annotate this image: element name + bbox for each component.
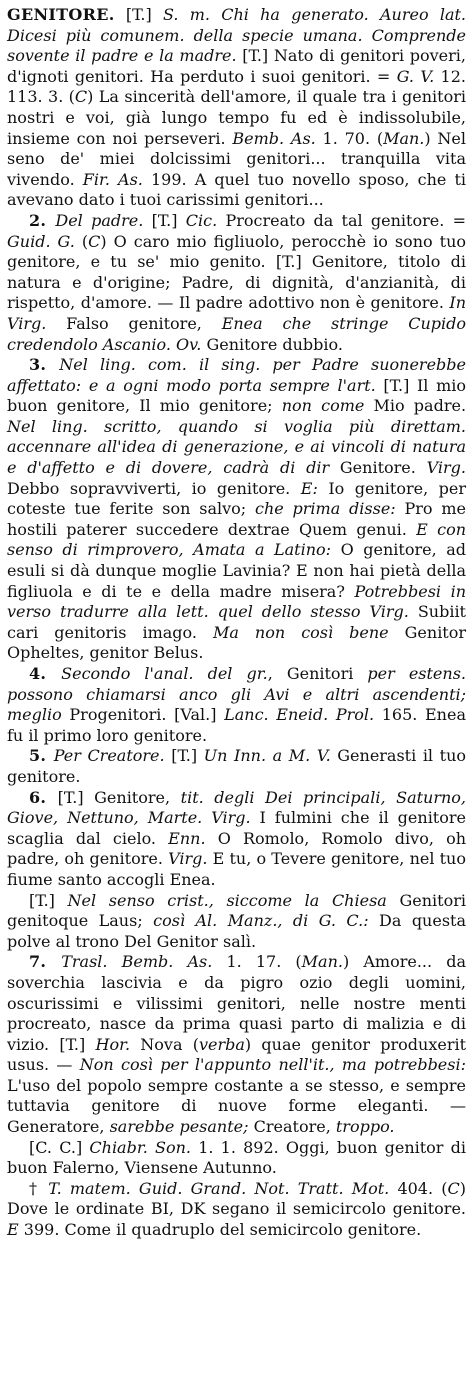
- italic-segment: G. V.: [396, 66, 435, 86]
- italic-segment: Man.: [301, 952, 343, 972]
- text-segment: 12. 113. 3. (: [7, 66, 467, 107]
- text-segment: [T.] Genitore,: [57, 787, 181, 807]
- text-segment: , Genitori: [267, 664, 368, 683]
- text-segment: [T.]: [29, 890, 68, 910]
- italic-segment: E:: [300, 478, 318, 498]
- italic-segment: Un Inn. a M. V.: [203, 746, 331, 766]
- text-segment: Falso genitore,: [46, 313, 222, 333]
- italic-segment: Nel ling. com. il sing. per Padre suonerebbe affettato: e a ogni modo porta sempre l'art.: [7, 355, 466, 395]
- text-segment: ) O caro mio figliuolo, perocchè io sono tuo genitore, e tu se' mio genito. [T.] Genitore, titolo di natura e d'origine; Padre, di dignità, d'anzianità, di rispetto, d'amore. — Il padre adottivo non è genitore.: [7, 231, 467, 313]
- italic-segment: Potrebbesi in verso tradurre alla lett. quel dello stesso Virg.: [7, 581, 466, 622]
- text-segment: O Romolo, Romolo divo, oh padre, oh genitore.: [7, 828, 467, 869]
- text-segment: Debbo sopravviverti, io genitore.: [7, 478, 301, 498]
- text-segment: Io genitore, per coteste tue ferite son salvo;: [7, 478, 467, 519]
- italic-segment: verba: [198, 1034, 245, 1054]
- text-segment: Subiit cari genitoris imago.: [7, 602, 466, 642]
- italic-segment: Nel ling. scritto, quando si voglia più direttam. accennare all'idea di generazione, e ai vincoli di natura e d'affetto e di dovere, cadrà di dir: [7, 416, 466, 478]
- italic-segment: Man.: [383, 128, 425, 148]
- italic-segment: C: [88, 231, 101, 251]
- text-segment: [T.] Il mio buon genitore, Il mio genitore;: [7, 375, 466, 416]
- entry-paragraph-p5: [7, 746, 466, 787]
- italic-segment: Non così per l'appunto nell'it., ma potrebbesi:: [79, 1055, 466, 1075]
- italic-segment: Chiabr. Son.: [89, 1137, 191, 1157]
- text-segment: Generasti il tuo genitore.: [7, 746, 466, 786]
- italic-segment: che prima disse:: [254, 499, 396, 519]
- italic-segment: Per Creatore.: [53, 746, 165, 766]
- entry-paragraph-p6b: [7, 891, 466, 953]
- text-segment: Genitor Opheltes, genitor Belus.: [7, 622, 467, 663]
- text-segment: †: [29, 1178, 49, 1198]
- text-segment: Genitore dubbio.: [201, 334, 343, 354]
- text-segment: [T.] Nato di genitori poveri, d'ignoti genitori. Ha perduto i suoi genitori. =: [7, 46, 466, 86]
- italic-segment: Enea che stringe Cupido credendolo Ascanio. Ov.: [7, 313, 467, 354]
- text-segment: 1. 17. (: [212, 952, 302, 972]
- text-segment: ) Dove le ordinate BI, DK segano il semicircolo genitore.: [7, 1178, 466, 1219]
- text-segment: O genitore, ad esuli si dà dunque moglie Lavinia? E non hai pietà della figliuola e di te e della madre misera?: [7, 540, 466, 601]
- italic-segment: C: [447, 1178, 460, 1198]
- text-segment: 199. A quel tuo novello sposo, che ti avevano dato i tuoi carissimi genitori...: [7, 169, 466, 210]
- text-segment: 1. 1. 892. Oggi, buon genitor di buon Falerno, Viensene Autunno.: [7, 1137, 467, 1178]
- headword: GENITORE.: [7, 5, 115, 24]
- text-segment: [C. C.]: [29, 1137, 90, 1157]
- text-segment: ) La sincerità dell'amore, il quale tra i genitori nostri e voi, già lungo tempo fu ed è indissolubile, insieme con noi perseveri.: [7, 87, 466, 148]
- sense-number: 6.: [29, 787, 58, 807]
- italic-segment: tit. degli Dei principali, Saturno, Giove, Nettuno, Marte. Virg.: [7, 787, 467, 828]
- italic-segment: non come: [281, 396, 365, 416]
- text-segment: Genitore.: [329, 458, 427, 478]
- text-segment: L'uso del popolo sempre costante a se stesso, e sempre tuttavia genitore di nuove forme eleganti. — Generatore,: [7, 1075, 466, 1137]
- text-segment: Genitori genitoque Laus;: [7, 890, 466, 931]
- text-segment: [T.]: [164, 746, 204, 766]
- text-segment: [T.]: [114, 5, 163, 24]
- entry-paragraph-p3: [7, 355, 466, 664]
- text-segment: 404. (: [389, 1178, 448, 1198]
- italic-segment: Hor.: [95, 1034, 131, 1054]
- italic-segment: sarebbe pesante;: [109, 1117, 249, 1137]
- italic-segment: Nel senso crist., siccome la Chiesa: [67, 890, 387, 910]
- entry-paragraph-p8: [7, 1138, 466, 1179]
- text-segment: Da questa polve al trono Del Genitor salì.: [7, 911, 467, 951]
- text-segment: Progenitori. [Val.]: [61, 705, 225, 725]
- italic-segment: Guid. G.: [7, 231, 75, 251]
- italic-segment: S. m. Chi ha generato. Aureo lat. Dicesi più comunem. della specie umana. Comprende sovente il padre e la madre.: [7, 5, 467, 66]
- italic-segment: In Virg.: [7, 293, 466, 333]
- italic-segment: Virg.: [168, 849, 208, 869]
- text-segment: E tu, o Tevere genitore, nel tuo fiume santo accogli Enea.: [7, 849, 466, 889]
- text-segment: ) Nel seno de' miei dolcissimi genitori... tranquilla vita vivendo.: [7, 128, 467, 189]
- italic-segment: T. matem. Guid. Grand. Not. Tratt. Mot.: [48, 1178, 390, 1198]
- italic-segment: Del padre.: [55, 210, 144, 230]
- italic-segment: troppo.: [335, 1117, 395, 1137]
- entry-paragraph-p0: [7, 5, 466, 211]
- italic-segment: Secondo l'anal. del gr.: [61, 664, 268, 683]
- italic-segment: E: [7, 1220, 19, 1240]
- text-segment: Mio padre.: [364, 396, 467, 416]
- italic-segment: Fir. As.: [82, 169, 143, 189]
- entry-paragraph-p7: [7, 952, 466, 1137]
- italic-segment: Ma non così bene: [213, 622, 389, 642]
- text-segment: 165. Enea fu il primo loro genitore.: [7, 705, 466, 745]
- italic-segment: per estens. possono chiamarsi anco gli Avi e altri ascendenti; meglio: [7, 664, 467, 725]
- italic-segment: Lanc. Eneid. Prol.: [224, 705, 375, 725]
- text-segment: Creatore,: [248, 1117, 336, 1137]
- entry-paragraph-p6: [7, 788, 466, 891]
- text-segment: I fulmini che il genitore scaglia dal cielo.: [7, 808, 466, 848]
- sense-number: 7.: [29, 952, 62, 972]
- entry-paragraph-p9: [7, 1179, 466, 1241]
- italic-segment: Bemb. As.: [232, 128, 316, 148]
- italic-segment: Cic.: [185, 210, 218, 230]
- sense-number: 2.: [29, 210, 56, 230]
- text-segment: Procreato da tal genitore. =: [217, 210, 467, 230]
- text-segment: (: [74, 231, 89, 251]
- entry-paragraph-p2: [7, 211, 466, 355]
- italic-segment: Virg.: [426, 458, 466, 478]
- sense-number: 5.: [29, 746, 54, 766]
- italic-segment: Enn.: [168, 828, 206, 848]
- italic-segment: C: [74, 87, 88, 107]
- sense-number: 4.: [29, 664, 62, 683]
- sense-number: 3.: [29, 355, 60, 375]
- text-segment: [T.]: [143, 210, 186, 230]
- text-segment: 399. Come il quadruplo del semicircolo genitore.: [18, 1220, 422, 1240]
- entry-paragraph-p4: [7, 664, 466, 746]
- text-segment: Nova (: [130, 1034, 199, 1054]
- italic-segment: E con senso di rimprovero, Amata a Latino:: [7, 519, 467, 560]
- text-segment: 1. 70. (: [315, 128, 384, 148]
- text-segment: Pro me hostili paterer succedere dextrae Quem genui.: [7, 499, 467, 539]
- italic-segment: così Al. Manz., di G. C.:: [153, 911, 369, 931]
- text-segment: ) quae genitor produxerit usus. —: [7, 1034, 467, 1075]
- text-segment: ) Amore... da soverchia lascivia e da pigro ozio degli uomini, oscurissimi e vilissimi genitori, nelle nostre menti procreato, nasce da prima quasi parto di malizia e di vizio. [T.]: [7, 952, 466, 1054]
- italic-segment: Trasl. Bemb. As.: [61, 952, 213, 972]
